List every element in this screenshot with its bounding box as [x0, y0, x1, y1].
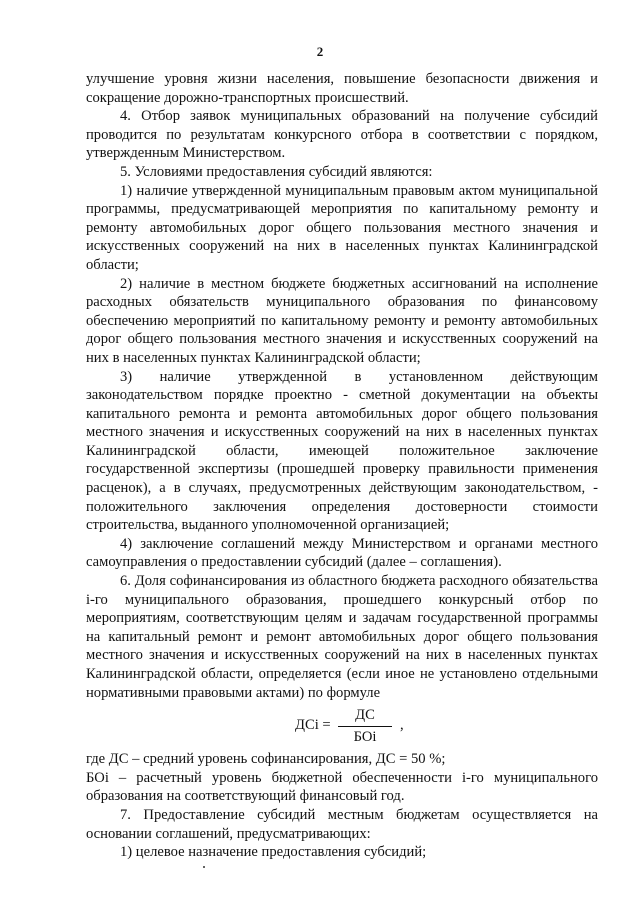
paragraph: 6. Доля софинансирования из областного бюджета расходного обязательства i-го муниципального образования, прошедшего конкурсный отбор по мероприятиям, соответствующим целям и задачам государственной программы на капитальный ремонт и ремонт автомобильных дорог общего пользования местного значения и искусственных сооружений на них в населенных пунктах Калининградской области, определяется (если иное не установлено отдельными нормативными правовыми актами) по формуле: [86, 573, 598, 701]
formula-lhs: ДСi =: [295, 717, 331, 734]
paragraph: 7. Предоставление субсидий местным бюджетам осуществляется на основании соглашений, предусматривающих:: [86, 806, 598, 842]
paragraph: улучшение уровня жизни населения, повышение безопасности движения и сокращение дорожно-транспортных происшествий.: [86, 71, 598, 106]
paragraph: 1) целевое назначение предоставления субсидий;: [120, 844, 427, 861]
paragraph: где ДС – средний уровень софинансирования, ДС = 50 %;: [86, 751, 446, 768]
paragraphs-before-formula: [86, 70, 598, 702]
formula-numerator: ДС: [338, 706, 392, 727]
document-body: [86, 70, 598, 862]
paragraph: 2) наличие в местном бюджете бюджетных ассигнований на исполнение расходных обязательств муниципального образования по финансовому обеспечению мероприятий по капитальному ремонту и ремонту автомобильных дорог общего пользования местного значения и искусственных сооружений на них в населенных пунктах Калининградской области;: [86, 275, 598, 366]
paragraph: 3) наличие утвержденной в установленном действующим законодательством порядке проектно - сметной документации на объекты капитального ремонта и ремонта автомобильных дорог общего пользования местного значения и искусственных сооружений на них в населенных пунктах Калининградской области, имеющей положительное заключение государственной экспертизы (прошедшей проверку правильности применения расценок), а в случаях, предусмотренных действующим законодательством, - положительного заключения определения достоверности стоимости строительства, выданного уполномоченной организацией;: [86, 368, 598, 534]
paragraphs-after-formula: [86, 750, 598, 862]
formula: [86, 706, 598, 746]
paragraph: 5. Условиями предоставления субсидий являются:: [120, 163, 433, 180]
paragraph: БОi – расчетный уровень бюджетной обеспеченности i-го муниципального образования на соответствующий финансовый год.: [86, 769, 598, 805]
formula-fraction: [338, 706, 392, 746]
paragraph: 1) наличие утвержденной муниципальным правовым актом муниципальной программы, предусматривающей мероприятия по капитальному ремонту и ремонту автомобильных дорог общего пользования местного значения и искусственных сооружений на них в населенных пунктах Калининградской области;: [86, 182, 598, 273]
scan-speck: [203, 866, 205, 868]
formula-trailing: ,: [400, 717, 404, 734]
page-number: 2: [316, 44, 324, 59]
paragraph: 4) заключение соглашений между Министерством и органами местного самоуправления о предоставлении субсидий (далее – соглашения).: [86, 535, 598, 571]
paragraph: 4. Отбор заявок муниципальных образований на получение субсидий проводится по результатам конкурсного отбора в соответствии с порядком, утвержденным Министерством.: [86, 108, 598, 162]
formula-denominator: БОi: [353, 728, 377, 745]
